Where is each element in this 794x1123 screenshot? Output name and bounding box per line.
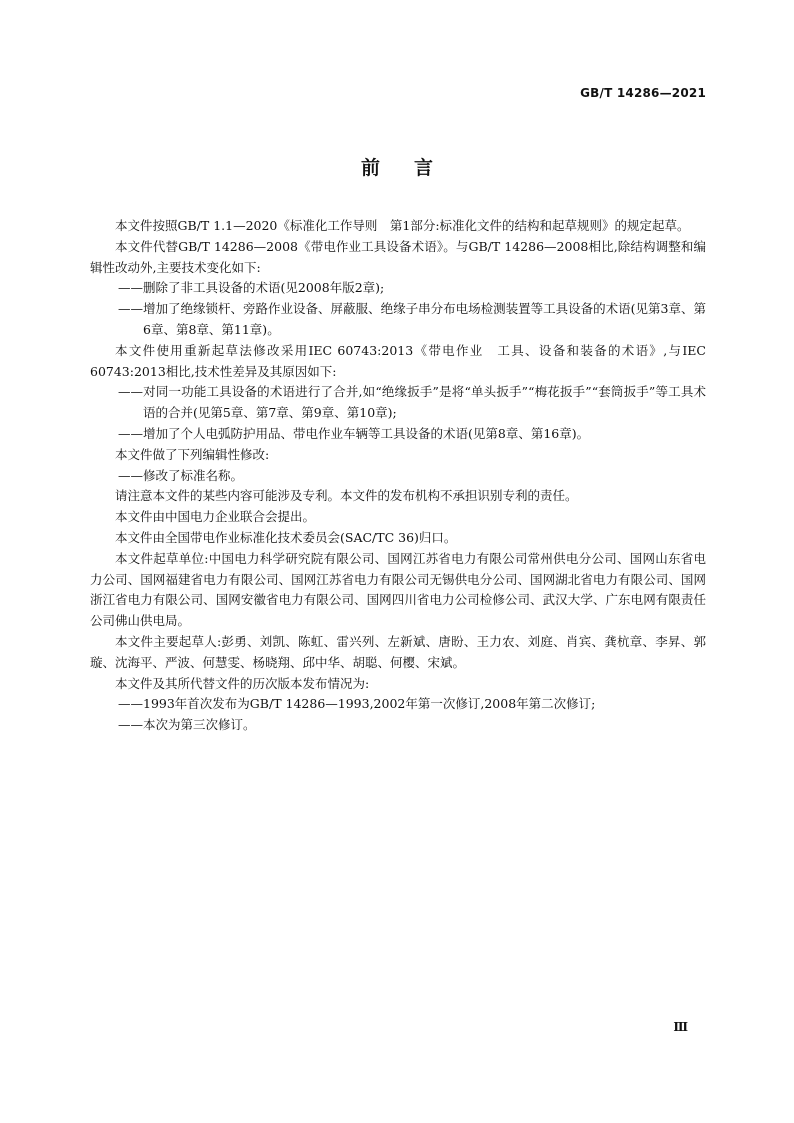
dash-item: ——本次为第三次修订。 bbox=[118, 717, 256, 733]
standard-code: GB/T 14286—2021 bbox=[580, 86, 706, 100]
paragraph: 本文件代替GB/T 14286—2008《带电作业工具设备术语》。与GB/T 14286—2008相比,除结构调整和编辑性改动外,主要技术变化如下: bbox=[90, 238, 706, 275]
dash-item: ——增加了个人电弧防护用品、带电作业车辆等工具设备的术语(见第8章、第16章)。 bbox=[118, 425, 590, 441]
paragraph: 本文件使用重新起草法修改采用IEC 60743:2013《带电作业 工具、设备和装备的术语》,与IEC 60743:2013相比,技术性差异及其原因如下: bbox=[90, 342, 706, 379]
page-title: 前言 bbox=[360, 157, 467, 179]
paragraph: 本文件由中国电力企业联合会提出。 bbox=[115, 509, 316, 525]
dash-item: ——对同一功能工具设备的术语进行了合并,如“绝缘扳手”是将“单头扳手”“梅花扳手”“套筒扳手”等工具术语的合并(见第5章、第7章、第9章、第10章); bbox=[118, 384, 706, 421]
page-number: Ⅲ bbox=[673, 1020, 688, 1034]
paragraph: 本文件由全国带电作业标准化技术委员会(SAC/TC 36)归口。 bbox=[115, 529, 457, 545]
dash-item: ——删除了非工具设备的术语(见2008年版2章); bbox=[118, 280, 385, 296]
paragraph: 本文件起草单位:中国电力科学研究院有限公司、国网江苏省电力有限公司常州供电分公司、国网山东省电力公司、国网福建省电力有限公司、国网江苏省电力有限公司无锡供电分公司、国网湖北省电力有限公司、国网浙江省电力有限公司、国网安徽省电力有限公司、国网四川省电力公司检修公司、武汉大学、广东电网有限责任公司佛山供电局。 bbox=[90, 550, 706, 629]
paragraph: 本文件及其所代替文件的历次版本发布情况为: bbox=[115, 675, 370, 691]
paragraph: 请注意本文件的某些内容可能涉及专利。本文件的发布机构不承担识别专利的责任。 bbox=[115, 488, 578, 504]
paragraph: 本文件做了下列编辑性修改: bbox=[115, 446, 270, 462]
paragraph: 本文件主要起草人:彭勇、刘凯、陈虹、雷兴列、左新斌、唐盼、王力农、刘庭、肖宾、龚杭章、李昇、郭璇、沈海平、严波、何慧雯、杨晓翔、邱中华、胡聪、何樱、宋斌。 bbox=[90, 633, 706, 670]
dash-item: ——1993年首次发布为GB/T 14286—1993,2002年第一次修订,2008年第二次修订; bbox=[118, 696, 596, 712]
dash-item: ——增加了绝缘锁杆、旁路作业设备、屏蔽服、绝缘子串分布电场检测装置等工具设备的术语(见第3章、第6章、第8章、第11章)。 bbox=[118, 301, 706, 337]
foreword-body bbox=[90, 216, 706, 736]
dash-item: ——修改了标准名称。 bbox=[118, 467, 244, 483]
paragraph: 本文件按照GB/T 1.1—2020《标准化工作导则 第1部分:标准化文件的结构和起草规则》的规定起草。 bbox=[115, 218, 690, 233]
